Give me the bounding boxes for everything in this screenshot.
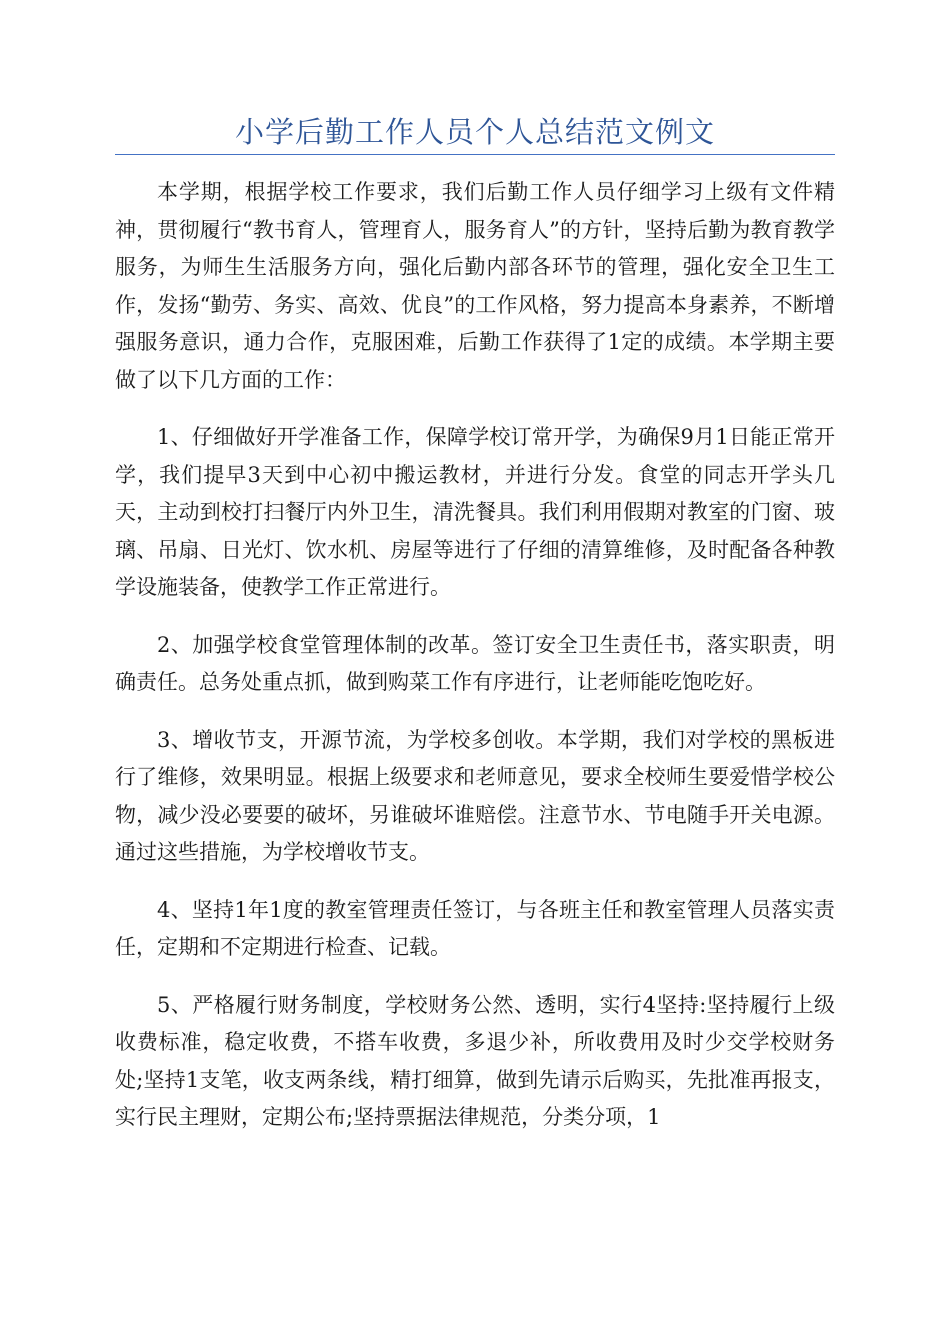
title-underline (115, 154, 835, 155)
document-title: 小学后勤工作人员个人总结范文例文 (234, 115, 715, 149)
document-body (115, 174, 835, 1157)
paragraph-intro: 本学期，根据学校工作要求，我们后勤工作人员仔细学习上级有文件精神，贯彻履行“教书育人，管理育人，服务育人”的方针，坚持后勤为教育教学服务，为师生生活服务方向，强化后勤内部各环节的管理，强化安全卫生工作，发扬“勤劳、务实、高效、优良”的工作风格，努力提高本身素养，不断增强服务意识，通力合作，克服困难，后勤工作获得了1定的成绩。本学期主要做了以下几方面的工作： (115, 180, 835, 392)
paragraph-item-4: 4、坚持1年1度的教室管理责任签订，与各班主任和教室管理人员落实责任，定期和不定期进行检查、记载。 (115, 897, 835, 959)
paragraph-item-3: 3、增收节支，开源节流，为学校多创收。本学期，我们对学校的黑板进行了维修，效果明显。根据上级要求和老师意见，要求全校师生要爱惜学校公物，减少没必要要的破坏，另谁破坏谁赔偿。注意节水、节电随手开关电源。通过这些措施，为学校增收节支。 (115, 727, 835, 864)
paragraph-item-1: 1、仔细做好开学准备工作，保障学校订常开学，为确保9月1日能正常开学，我们提早3天到中心初中搬运教材，并进行分发。食堂的同志开学头几天，主动到校打扫餐厅内外卫生，清洗餐具。我们利用假期对教室的门窗、玻璃、吊扇、日光灯、饮水机、房屋等进行了仔细的清算维修，及时配备各种教学设施装备，使教学工作正常进行。 (115, 425, 835, 599)
paragraph-item-5: 5、严格履行财务制度，学校财务公然、透明，实行4坚持:坚持履行上级收费标准，稳定收费，不搭车收费，多退少补，所收费用及时少交学校财务处;坚持1支笔，收支两条线，精打细算，做到先请示后购买，先批准再报支，实行民主理财，定期公布;坚持票据法律规范，分类分项，1 (115, 992, 835, 1129)
paragraph-item-2: 2、加强学校食堂管理体制的改革。签订安全卫生责任书，落实职责，明确责任。总务处重点抓，做到购菜工作有序进行，让老师能吃饱吃好。 (115, 632, 835, 694)
